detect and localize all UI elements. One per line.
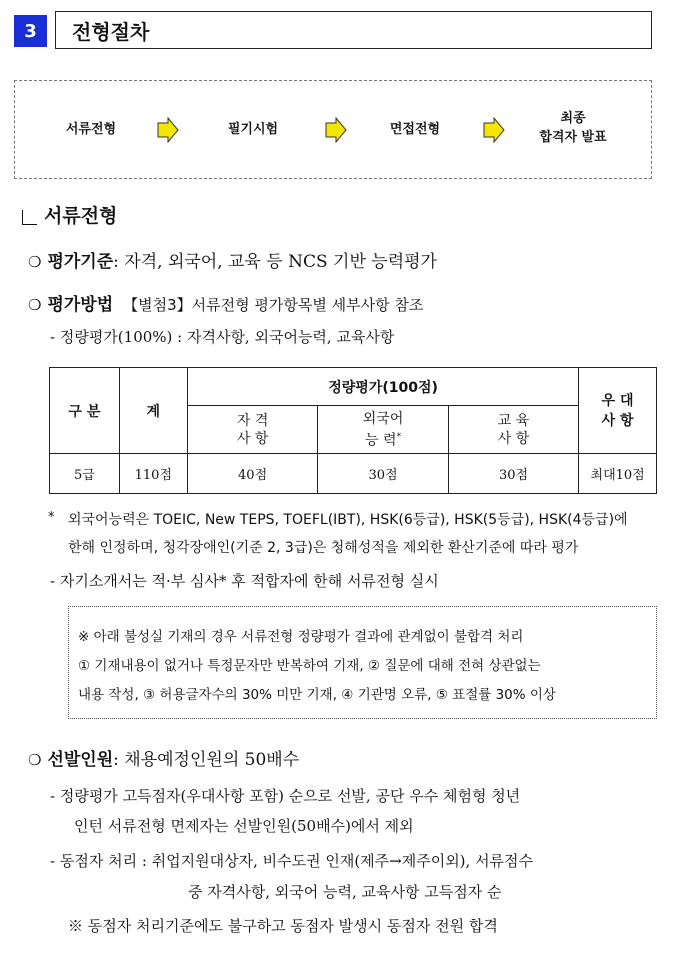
section-number-badge: 3 bbox=[14, 15, 47, 47]
table-cell: 최대10점 bbox=[579, 454, 657, 494]
selection-sub2-line2: 중 자격사항, 외국어 능력, 교육사항 고득점자 순 bbox=[188, 883, 502, 901]
criteria-item bbox=[28, 247, 437, 272]
table-header-cert bbox=[187, 406, 317, 454]
warning-line3: 내용 작성, ③ 허용글자수의 30% 미만 기재, ④ 기관명 오류, ⑤ 표절률 30% 이상 bbox=[78, 687, 556, 703]
selection-item bbox=[28, 745, 299, 770]
table-header-education-line1: 교 육 bbox=[497, 412, 530, 429]
footnote-star: * bbox=[48, 510, 55, 525]
section-heading-text: 서류전형 bbox=[44, 205, 118, 227]
selection-sub2-line1: - 동점자 처리 : 취업지원대상자, 비수도권 인재(제주→제주이외), 서류점수 bbox=[50, 852, 534, 870]
circle-bullet-icon: ❍ bbox=[28, 751, 42, 769]
selection-label: 선발인원 bbox=[47, 750, 114, 770]
table-header-category: 구 분 bbox=[50, 368, 120, 454]
flow-step-final-line2: 합격자 발표 bbox=[539, 130, 607, 145]
selection-sub1-line2: 인턴 서류전형 면제자는 선발인원(50배수)에서 제외 bbox=[74, 817, 414, 835]
scoring-table bbox=[49, 367, 657, 494]
table-header-education-line2: 사 항 bbox=[497, 430, 530, 447]
criteria-text: : 자격, 외국어, 교육 등 NCS 기반 능력평가 bbox=[113, 252, 437, 272]
table-header-cert-line2: 사 항 bbox=[236, 430, 269, 447]
table-row bbox=[50, 454, 657, 494]
table-header-language bbox=[318, 406, 448, 454]
arrow-right-icon bbox=[157, 117, 179, 143]
method-label: 평가방법 bbox=[47, 295, 114, 315]
warning-line1: ※ 아래 불성실 기재의 경우 서류전형 정량평가 결과에 관계없이 불합격 처리 bbox=[78, 629, 524, 645]
table-cell: 30점 bbox=[448, 454, 578, 494]
method-text: 【별첨3】서류전형 평가항목별 세부사항 참조 bbox=[123, 296, 424, 314]
arrow-right-icon bbox=[483, 117, 505, 143]
footnote-line2: 한해 인정하며, 청각장애인(기준 2, 3급)은 청해성적을 제외한 환산기준에 따라 평가 bbox=[68, 540, 579, 556]
table-cell: 110점 bbox=[119, 454, 187, 494]
circle-bullet-icon: ❍ bbox=[28, 296, 42, 314]
section-heading bbox=[22, 201, 117, 228]
flow-step-document: 서류전형 bbox=[65, 122, 117, 137]
table-header-preference-line2: 사 항 bbox=[601, 412, 634, 429]
selection-text: : 채용예정인원의 50배수 bbox=[113, 750, 300, 770]
footnote-line1: 외국어능력은 TOEIC, New TEPS, TOEFL(IBT), HSK(6등급), HSK(5등급), HSK(4등급)에 bbox=[68, 512, 628, 528]
table-header-preference bbox=[579, 368, 657, 454]
flow-step-final bbox=[528, 109, 618, 147]
table-cell: 5급 bbox=[50, 454, 120, 494]
table-header-language-line1: 외국어 bbox=[362, 410, 404, 427]
table-header-education bbox=[448, 406, 578, 454]
criteria-label: 평가기준 bbox=[47, 252, 114, 272]
table-header-total: 계 bbox=[119, 368, 187, 454]
warning-line2: ① 기재내용이 없거나 특정문자만 반복하여 기재, ② 질문에 대해 전혀 상관없는 bbox=[78, 658, 541, 674]
self-intro-note: - 자기소개서는 적·부 심사* 후 적합자에 한해 서류전형 실시 bbox=[50, 572, 439, 590]
flow-step-final-line1: 최종 bbox=[560, 111, 586, 126]
table-header-cert-line1: 자 격 bbox=[236, 412, 269, 429]
flow-step-interview: 면접전형 bbox=[389, 122, 441, 137]
table-header-preference-line1: 우 대 bbox=[601, 392, 634, 409]
method-item bbox=[28, 290, 423, 315]
arrow-right-icon bbox=[325, 117, 347, 143]
circle-bullet-icon: ❍ bbox=[28, 253, 42, 271]
square-bullet-icon bbox=[22, 210, 37, 225]
table-header-language-star: * bbox=[396, 431, 402, 442]
table-header-language-line2 bbox=[319, 428, 446, 450]
flow-step-written-test: 필기시험 bbox=[227, 122, 279, 137]
page-title: 전형절차 bbox=[55, 11, 652, 49]
table-cell: 30점 bbox=[318, 454, 448, 494]
table-header-quant: 정량평가(100점) bbox=[187, 368, 578, 406]
table-cell: 40점 bbox=[187, 454, 317, 494]
selection-sub1-line1: - 정량평가 고득점자(우대사항 포함) 순으로 선발, 공단 우수 체험형 청년 bbox=[50, 787, 521, 805]
method-subitem: - 정량평가(100%) : 자격사항, 외국어능력, 교육사항 bbox=[50, 328, 395, 346]
tie-note: ※ 동점자 처리기준에도 불구하고 동점자 발생시 동점자 전원 합격 bbox=[68, 917, 498, 935]
table-header-language-line2-text: 능 력 bbox=[365, 432, 397, 449]
